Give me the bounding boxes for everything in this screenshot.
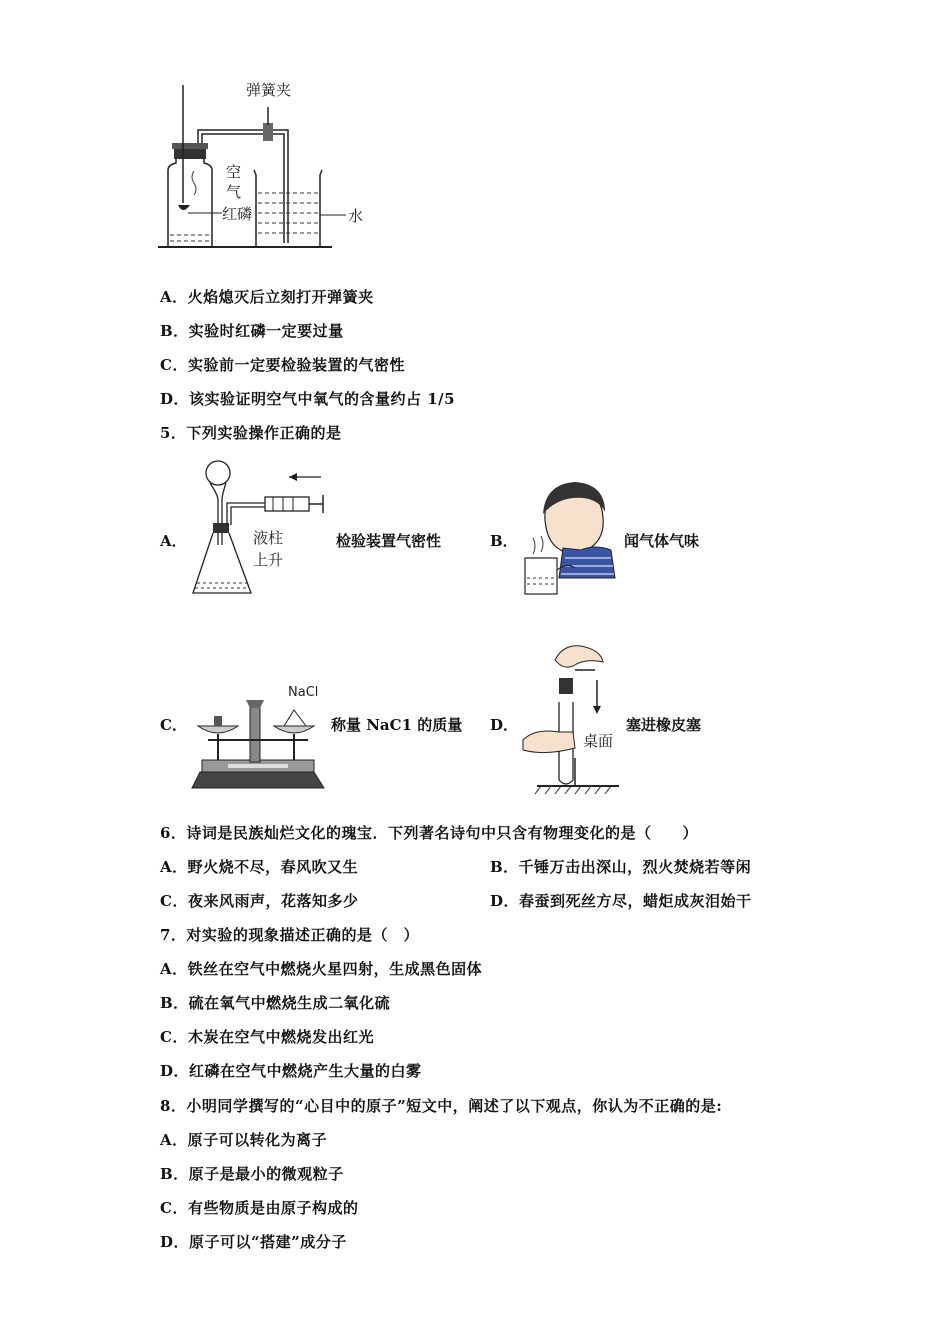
q6-stem: 6．诗词是民族灿烂文化的瑰宝．下列著名诗句中只含有物理变化的是（ ） <box>160 824 698 842</box>
q5-option-a-caption: 检验装置气密性 <box>336 532 442 550</box>
airtightness-check-figure <box>185 455 335 605</box>
q8-option-d: D．原子可以“搭建”成分子 <box>160 1233 347 1251</box>
q7-option-a: A．铁丝在空气中燃烧火星四射，生成黑色固体 <box>160 960 483 978</box>
q6-option-c: C．夜来风雨声，花落知多少 <box>160 892 359 910</box>
air-label-2: 气 <box>226 183 242 201</box>
air-label-1: 空 <box>226 163 242 181</box>
water-label: 水 <box>348 207 364 225</box>
table-label: 桌面 <box>583 732 614 750</box>
q8-option-b: B．原子是最小的微观粒子 <box>160 1165 344 1183</box>
q7-stem: 7．对实验的现象描述正确的是（ ） <box>160 926 419 944</box>
liquid-column-label: 液柱 <box>253 529 284 547</box>
q8-option-a: A．原子可以转化为离子 <box>160 1131 328 1149</box>
smelling-gas-figure <box>515 478 625 600</box>
q5-option-c-caption: 称量 NaC1 的质量 <box>331 716 463 734</box>
q5-option-b-caption: 闻气体气味 <box>624 532 700 550</box>
stopper-insertion-figure <box>515 640 625 795</box>
q5-option-b-letter: B． <box>490 532 518 550</box>
q5-option-a-letter: A． <box>160 532 187 550</box>
q6-option-b: B．千锤万击出深山，烈火焚烧若等闲 <box>490 858 752 876</box>
q6-option-d: D．春蚕到死丝方尽，蜡炬成灰泪始干 <box>490 892 752 910</box>
q7-option-d: D．红磷在空气中燃烧产生大量的白雾 <box>160 1062 422 1080</box>
balance-figure <box>188 680 330 795</box>
q5-option-d-letter: D． <box>490 716 519 734</box>
q4-option-a: A．火焰熄灭后立刻打开弹簧夹 <box>160 288 374 306</box>
nacl-label: NaCl <box>288 685 319 700</box>
q5-stem: 5．下列实验操作正确的是 <box>160 424 342 442</box>
q7-option-b: B．硫在氧气中燃烧生成二氧化硫 <box>160 994 391 1012</box>
clip-label: 弹簧夹 <box>246 81 292 99</box>
rise-label: 上升 <box>253 551 284 569</box>
q8-option-c: C．有些物质是由原子构成的 <box>160 1199 359 1217</box>
q6-option-a: A．野火烧不尽，春风吹又生 <box>160 858 359 876</box>
q8-stem: 8．小明同学撰写的“心目中的原子”短文中，阐述了以下观点，你认为不正确的是: <box>160 1097 723 1115</box>
q5-option-d-caption: 塞进橡皮塞 <box>626 716 702 734</box>
q4-option-b: B．实验时红磷一定要过量 <box>160 322 344 340</box>
phosphorus-label: 红磷 <box>222 205 253 223</box>
q4-option-c: C．实验前一定要检验装置的气密性 <box>160 356 405 374</box>
q4-option-d: D．该实验证明空气中氧气的含量约占 1/5 <box>160 390 456 408</box>
q7-option-c: C．木炭在空气中燃烧发出红光 <box>160 1028 374 1046</box>
q5-option-c-letter: C． <box>160 716 187 734</box>
air-oxygen-apparatus-figure <box>150 75 380 255</box>
